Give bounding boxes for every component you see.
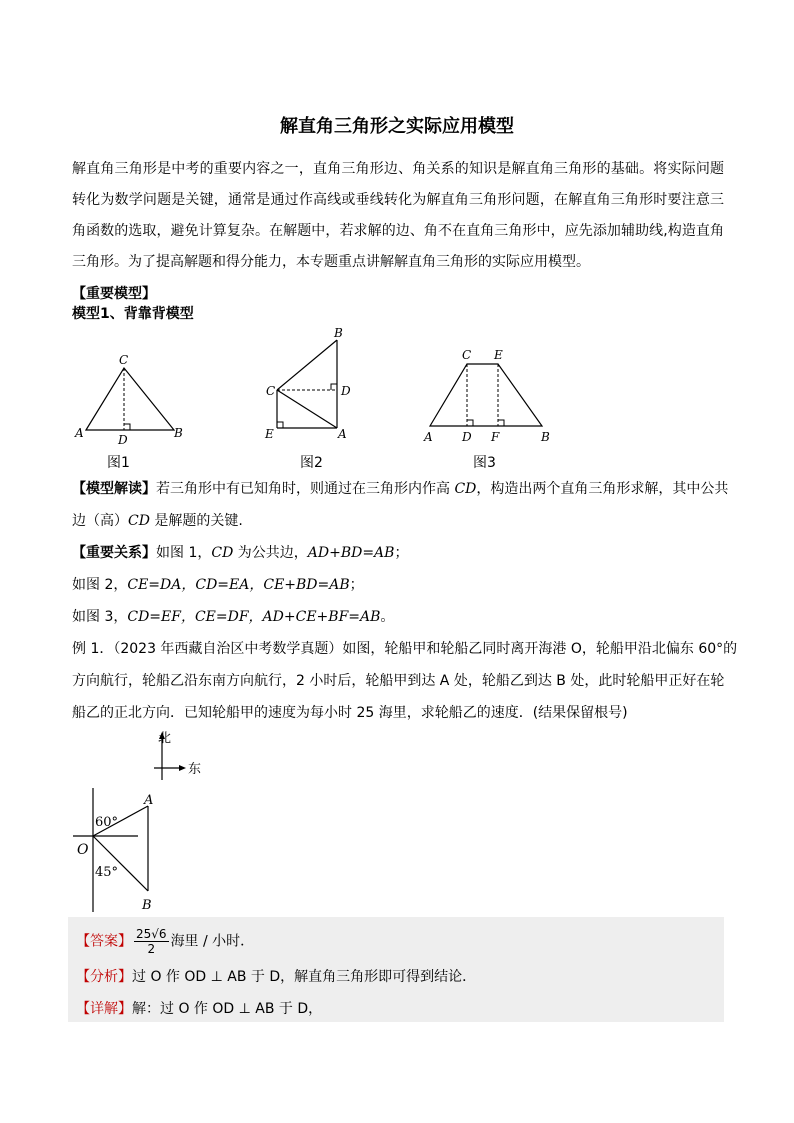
east-arrow-icon (179, 765, 186, 771)
interpretation-line-1: 【模型解读】若三角形中有已知角时，则通过在三角形内作高 CD，构造出两个直角三角形求解，其中公共 (72, 481, 729, 497)
compass-diagram (148, 728, 218, 783)
intro-paragraph: 解直角三角形是中考的重要内容之一，直角三角形边、角关系的知识是解直角三角形的基础。将实际问题转化为数学问题是关键，通常是通过作高线或垂线转化为解直角三角形问题，在解直角三角形时要注意三角函数的选取，避免计算复杂。在解题中，若求解的边、角不在直角三角形中，应先添加辅助线,构造直角三角形。为了提高解题和得分能力，本专题重点讲解解直角三角形的实际应用模型。 (72, 161, 724, 270)
page-title: 解直角三角形之实际应用模型 (280, 116, 514, 137)
fig1-label-d: D (118, 433, 128, 447)
fig2-label-a: A (338, 427, 347, 441)
example-label-o: O (77, 842, 89, 858)
angle-45-label: 45° (95, 865, 119, 880)
angle-60-label: 60° (95, 815, 119, 830)
figure-3 (420, 342, 560, 447)
example-label-a: A (144, 793, 154, 808)
analysis-line: 【分析】过 O 作 OD ⊥ AB 于 D，解直角三角形即可得到结论． (76, 969, 477, 985)
compass-east-label: 东 (188, 762, 202, 777)
example-figure (68, 785, 178, 915)
fig1-label-a: A (75, 426, 84, 440)
section-heading: 【重要模型】 (72, 286, 156, 302)
fig3-label-b: B (541, 430, 550, 444)
model-heading: 模型1、背靠背模型 (72, 306, 194, 322)
fig2-label-e: E (265, 427, 274, 441)
example-label-b: B (142, 898, 152, 913)
fig3-label-a: A (424, 430, 433, 444)
example-line-1: 例 1．（2023 年西藏自治区中考数学真题）如图，轮船甲和轮船乙同时离开海港 O，轮船甲沿北偏东 60°的 (72, 641, 738, 657)
fig3-label-d: D (462, 430, 472, 444)
fig3-label-f: F (491, 430, 500, 444)
detail-line: 【详解】解：过 O 作 OD ⊥ AB 于 D， (76, 1001, 323, 1017)
fig2-label-c: C (266, 384, 276, 398)
fig3-label-c: C (462, 348, 472, 362)
example-line-3: 船乙的正北方向．已知轮船甲的速度为每小时 25 海里，求轮船乙的速度．(结果保留根号) (72, 705, 628, 721)
relation-1: 【重要关系】如图 1，CD 为公共边，AD+BD=AB； (72, 545, 409, 561)
fig1-caption: 图1 (107, 455, 130, 471)
fig3-label-e: E (494, 348, 503, 362)
example-line-2: 方向航行，轮船乙沿东南方向航行，2 小时后，轮船甲到达 A 处，轮船乙到达 B 处，此时轮船甲正好在轮 (72, 673, 725, 689)
figure-2 (260, 322, 360, 447)
relation-2: 如图 2，CE=DA，CD=EA，CE+BD=AB； (72, 577, 364, 593)
answer-fraction: $\frac{25√6}{2}$ (136, 927, 167, 956)
answer-line: 【答案】 $\frac{25√6}{2}$ 海里 / 小时． (76, 927, 255, 956)
figure-1 (70, 350, 190, 450)
fig3-caption: 图3 (473, 455, 496, 471)
compass-north-label: 北 (158, 731, 172, 746)
fig2-label-d: D (341, 384, 351, 398)
fig1-label-c: C (119, 353, 129, 367)
fig2-label-b: B (334, 326, 343, 340)
relation-3: 如图 3，CD=EF，CE=DF，AD+CE+BF=AB。 (72, 609, 395, 625)
interpretation-line-2: 边（高）CD 是解题的关键. (72, 513, 243, 529)
answer-label: 【答案】 (76, 933, 132, 950)
fig1-label-b: B (174, 426, 183, 440)
fig2-caption: 图2 (300, 455, 323, 471)
